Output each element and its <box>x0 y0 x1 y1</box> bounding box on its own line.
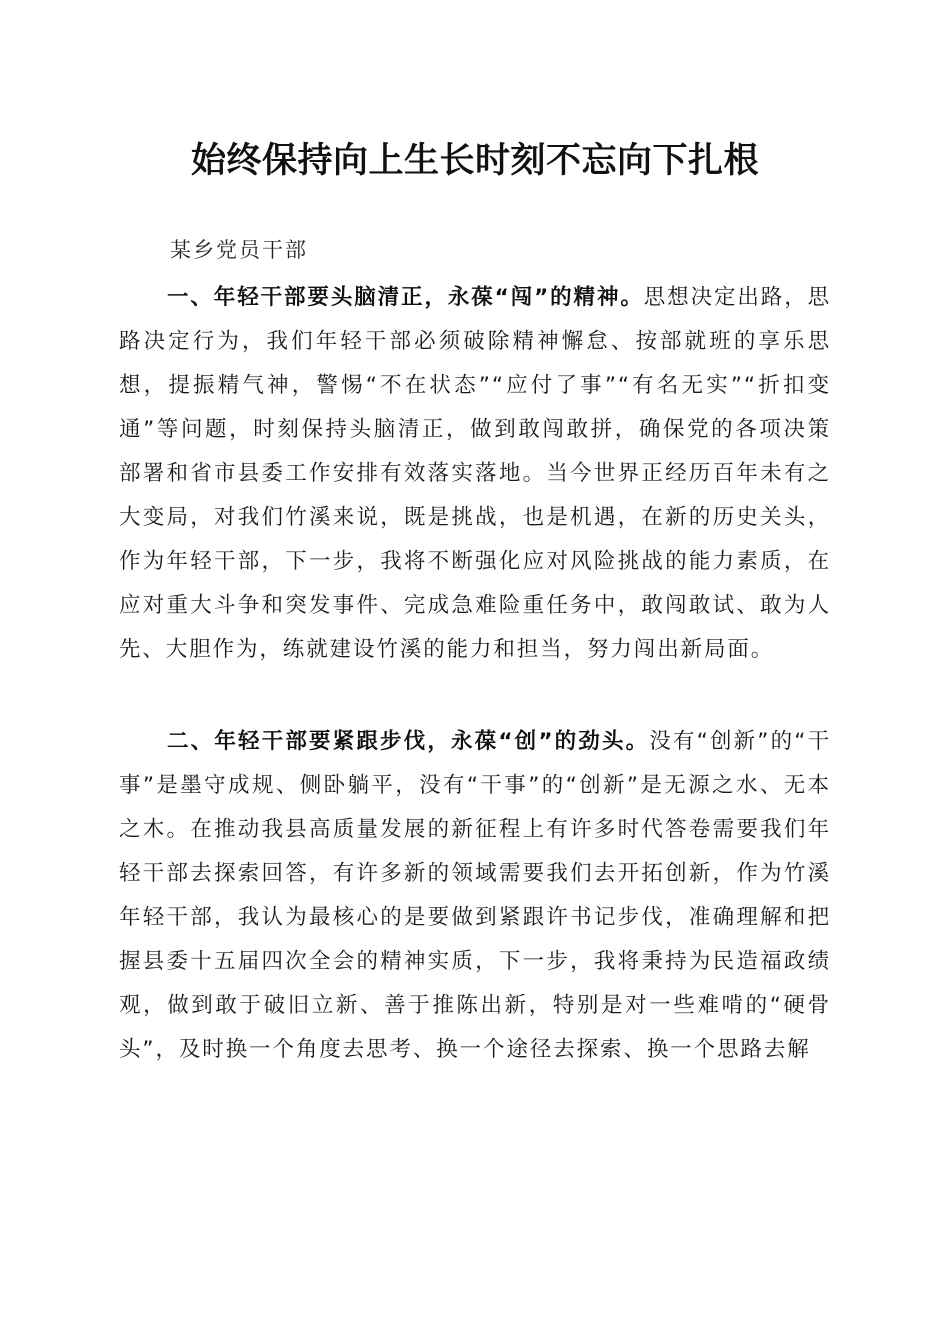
document-title: 始终保持向上生长时刻不忘向下扎根 <box>190 140 759 181</box>
paragraph-2-body: 没有“创新”的“干事”是墨守成规、侧卧躺平，没有“干事”的“创新”是无源之水、无本之木。在推动我县高质量发展的新征程上有许多时代答卷需要我们年轻干部去探索回答，有许多新的领域需要我们去开拓创新，作为竹溪年轻干部，我认为最核心的是要做到紧跟许书记步伐，准确理解和把握县委十五届四次全会的精神实质，下一步，我将秉持为民造福政绩观，做到敢于破旧立新、善于推陈出新，特别是对一些难啃的“硬骨头”，及时换一个角度去思考、换一个途径去探索、换一个思路去解 <box>119 729 831 1062</box>
document-author: 某乡党员干部 <box>170 238 308 262</box>
paragraph-2 <box>119 720 831 1072</box>
paragraph-1 <box>119 276 831 672</box>
paragraph-1-heading: 一、年轻干部要头脑清正，永葆“闯”的精神。 <box>167 285 644 310</box>
paragraph-1-body: 思想决定出路，思路决定行为，我们年轻干部必须破除精神懈怠、按部就班的享乐思想，提振精气神，警惕“不在状态”“应付了事”“有名无实”“折扣变通”等问题，时刻保持头脑清正，做到敢闯敢拼，确保党的各项决策部署和省市县委工作安排有效落实落地。当今世界正经历百年未有之大变局，对我们竹溪来说，既是挑战，也是机遇，在新的历史关头，作为年轻干部，下一步，我将不断强化应对风险挑战的能力素质，在应对重大斗争和突发事件、完成急难险重任务中，敢闯敢试、敢为人先、大胆作为，练就建设竹溪的能力和担当，努力闯出新局面。 <box>119 285 831 662</box>
paragraph-2-heading: 二、年轻干部要紧跟步伐，永葆“创”的劲头。 <box>167 729 650 754</box>
